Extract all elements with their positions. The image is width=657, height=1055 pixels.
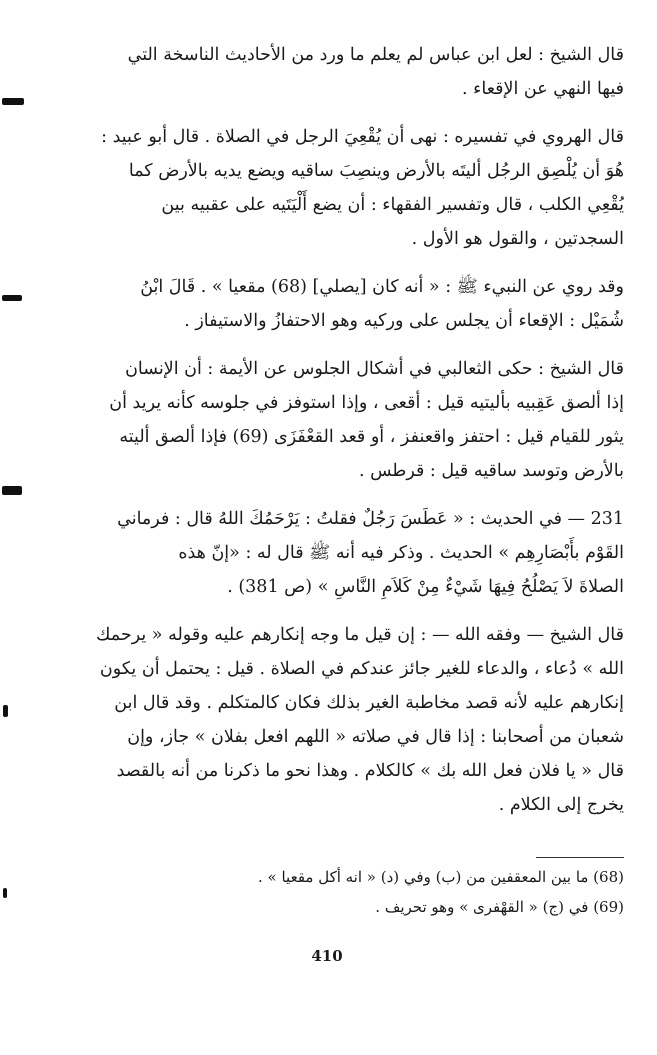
text-line: 231 — في الحديث : « عَطَسَ رَجُلٌ فقلتُ : يَرْحَمُكَ اللهُ قال : فرماني [117, 509, 624, 529]
page-number: 410 [311, 947, 343, 965]
scan-mark [3, 705, 8, 717]
scan-mark [2, 98, 24, 105]
text-line: إنكارهم عليه لأنه قصد مخاطبة الغير بذلك فكان كالمتكلم . وقد قال ابن [114, 693, 624, 713]
text-line: يُقْعِي الكلب ، قال وتفسير الفقهاء : أن يضع أَلْيَتَيه على عقبيه بين [161, 195, 624, 215]
paragraph-6 [30, 618, 624, 822]
text-line: فيها النهي عن الإقعاء . [462, 79, 624, 99]
text-line: يثور للقيام قيل : احتفز واقعنفز ، أو قعد القعْفَزَى (69) فإذا ألصق أليته [119, 427, 624, 447]
text-line: يخرج إلى الكلام . [498, 795, 624, 815]
text-line: الله » دُعاء ، والدعاء للغير جائز عندكم في الصلاة . قيل : يحتمل أن يكون [99, 659, 624, 679]
text-line: قال الشيخ : حكى الثعالبي في أشكال الجلوس عن الأيمة : أن الإنسان [125, 359, 624, 379]
text-line: الصلاةَ لاَ يَصْلُحُ فِيهَا شَيْءٌ مِنْ كَلاَمِ النَّاسِ » (ص 381) . [227, 577, 624, 597]
text-line: القَوْم بأَبْصَارِهِم » الحديث . وذكر فيه أنه ﷺ قال له : «إنّ هذه [178, 543, 624, 563]
paragraph-2 [30, 120, 624, 256]
text-line: إذا ألصق عَقِبيه بأليتيه قيل : أقعى ، وإذا استوفز في جلوسه كأنه يريد أن [109, 393, 624, 413]
footnote-divider [536, 857, 624, 858]
scan-mark [2, 486, 22, 495]
page [30, 30, 624, 1040]
paragraph-3 [30, 270, 624, 338]
text-line: شُمَيْل : الإقعاء أن يجلس على وركيه وهو الاحتفازُ والاستيفاز . [184, 311, 624, 331]
text-line: قال الشيخ — وفقه الله — : إن قيل ما وجه إنكارهم عليه وقوله « يرحمك [96, 625, 624, 645]
scan-mark [2, 295, 22, 301]
text-line: بالأرض وتوسد ساقيه قيل : قرطس . [358, 461, 624, 481]
text-line: هُوَ أن يُلْصِق الرجُل أليتَه بالأرض وينصِبَ ساقيه ويضع يديه بالأرض كما [128, 161, 624, 181]
text-line: وقد روي عن النبيء ﷺ : « أنه كان [يصلي] (68) مقعيا » . قَالَ ابْنُ [140, 277, 624, 297]
paragraph-4 [30, 352, 624, 488]
text-line: السجدتين ، والقول هو الأول . [411, 229, 624, 249]
scan-mark [3, 888, 7, 898]
paragraph-1 [30, 38, 624, 106]
text-line: شعبان من أصحابنا : إذا قال في صلاته « اللهم افعل بفلان » جاز، وإن [127, 727, 624, 747]
footnote-69: (69) في (ج) « القهْفرى » وهو تحريف . [375, 898, 624, 916]
text-line: قال « يا فلان فعل الله بك » كالكلام . وهذا نحو ما ذكرنا من أنه بالقصد [116, 761, 624, 781]
footnote-68: (68) ما بين المعقفين من (ب) وفي (د) « انه أكل مقعيا » . [258, 868, 624, 886]
paragraph-hadith-231 [30, 502, 624, 604]
text-line: قال الهروي في تفسيره : نهى أن يُقْعِيَ الرجل في الصلاة . قال أبو عبيد : [101, 127, 624, 147]
text-line: قال الشيخ : لعل ابن عباس لم يعلم ما ورد من الأحاديث الناسخة التي [127, 45, 624, 65]
